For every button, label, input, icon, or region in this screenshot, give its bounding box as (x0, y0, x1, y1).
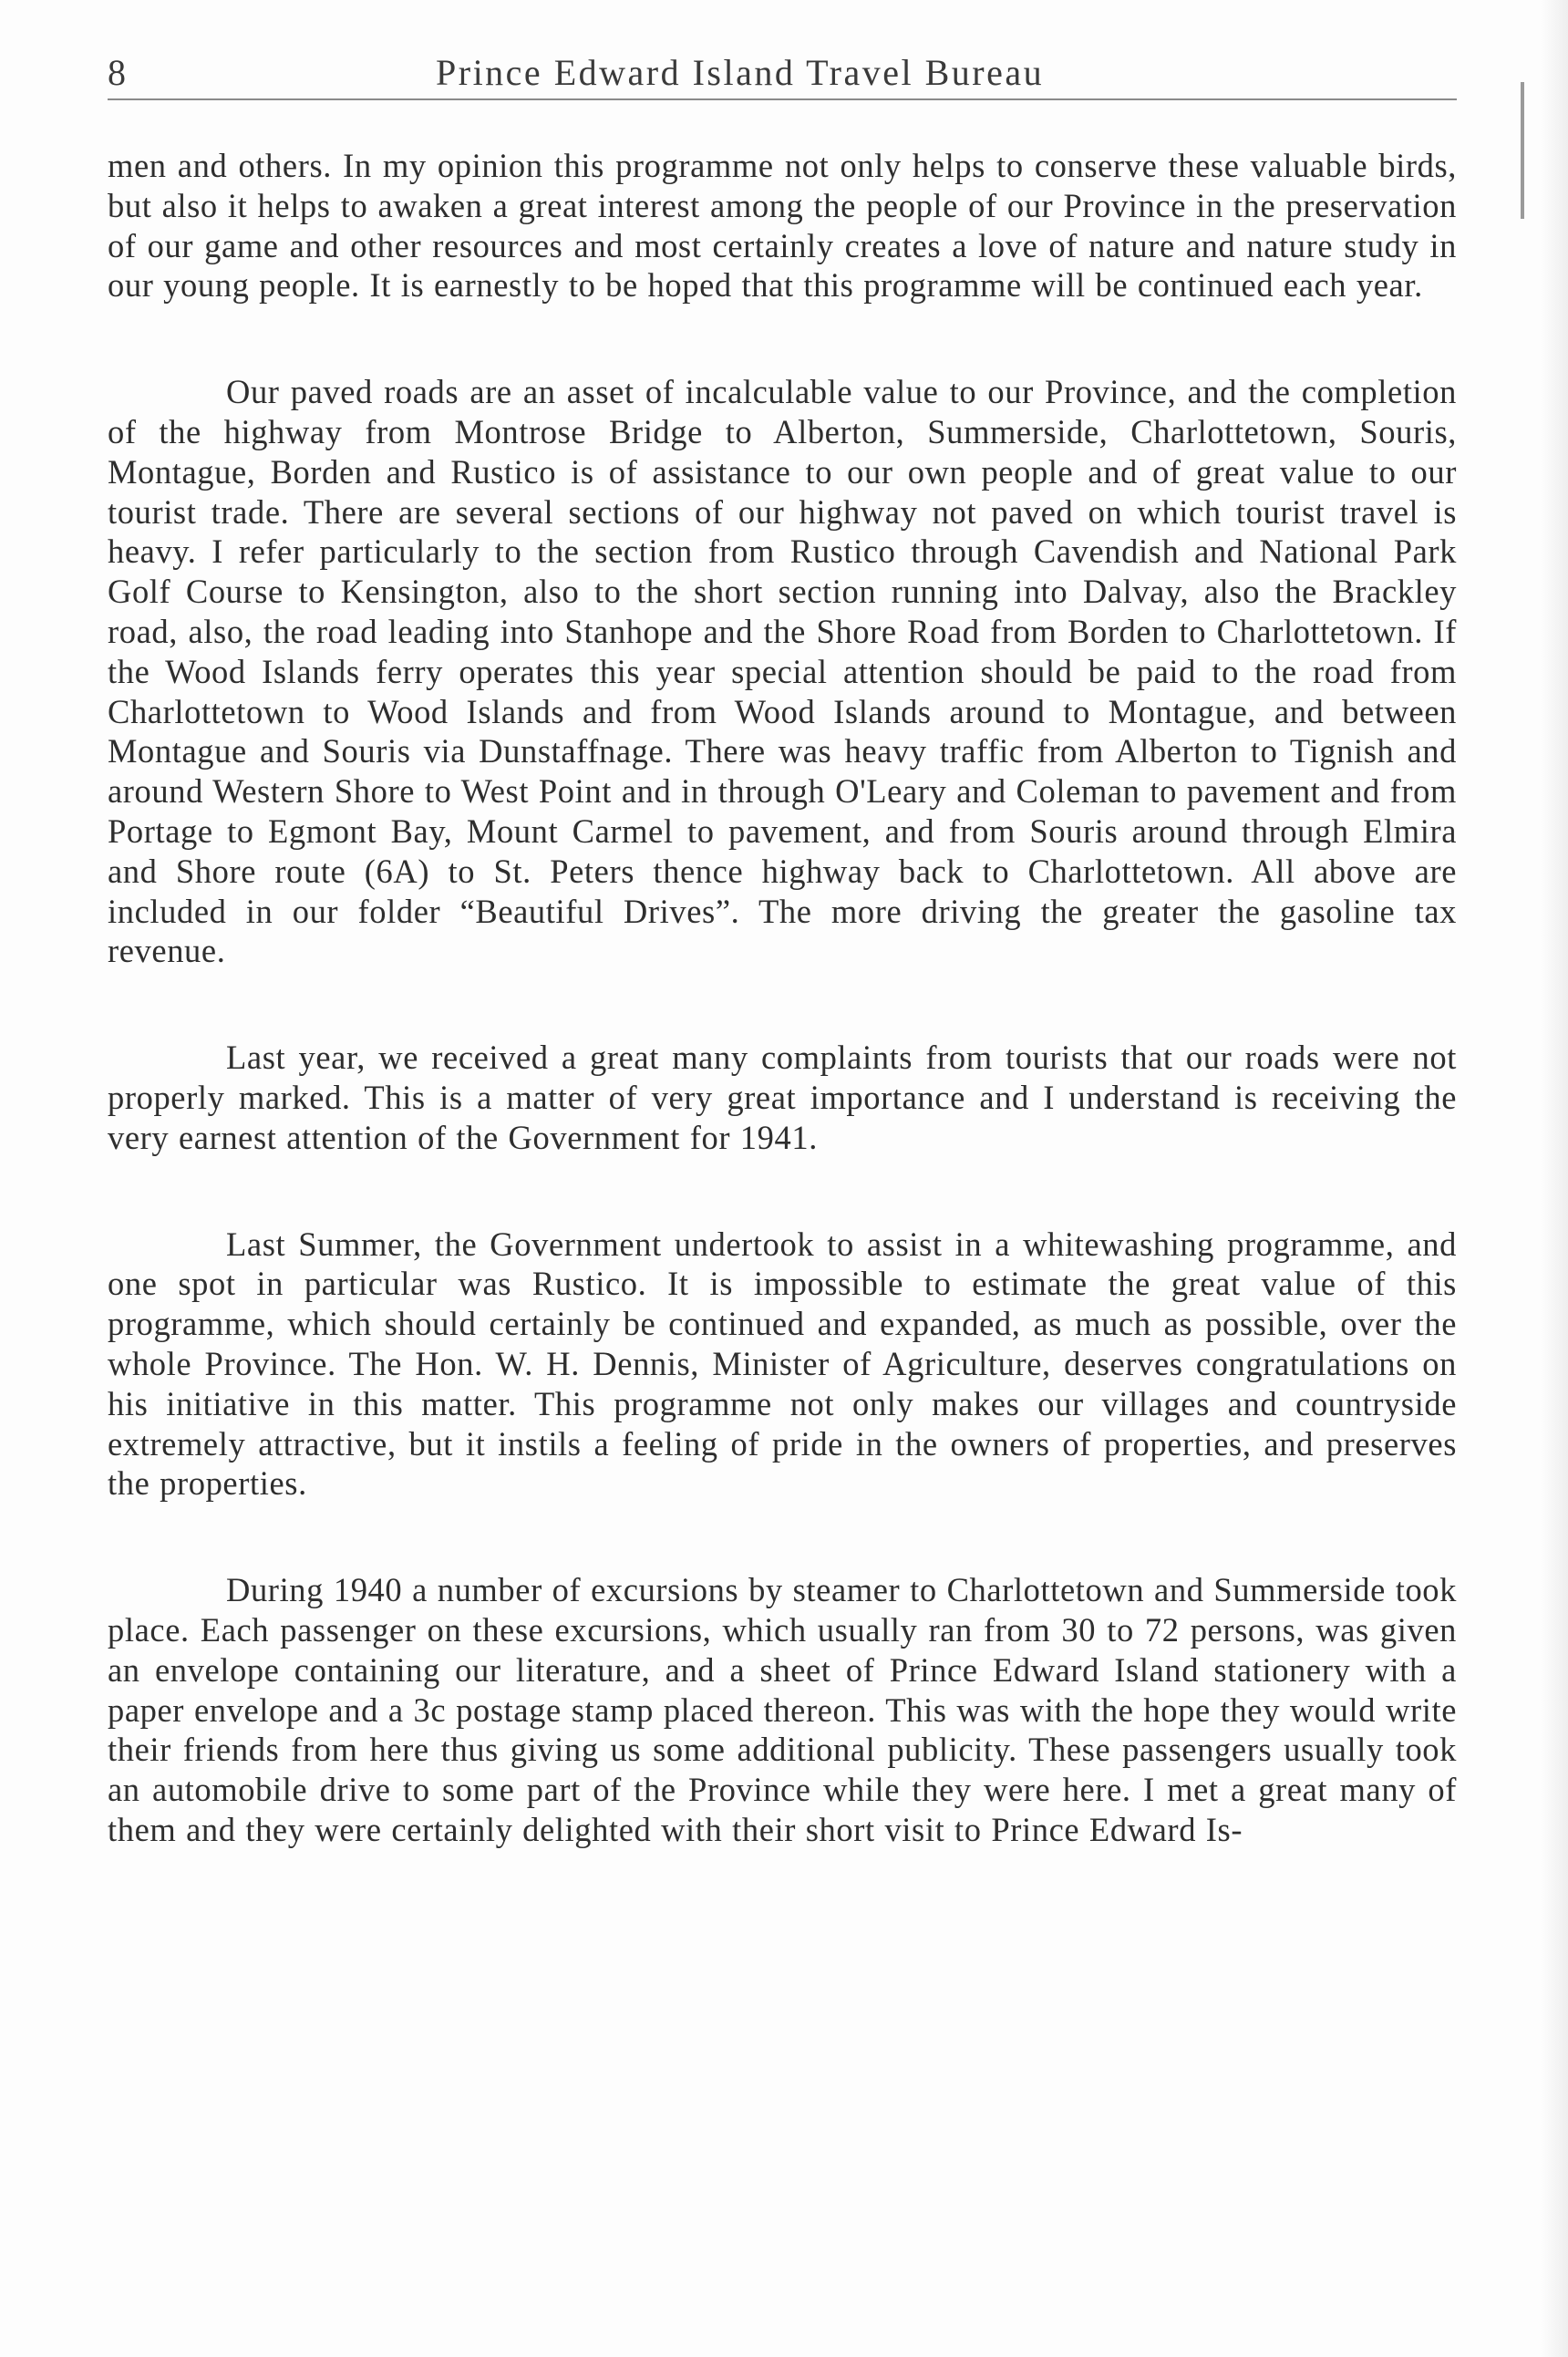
paragraph-road-markings: Last year, we received a great many complaints from tourists that our roads were not properly marked. This is a matter of very great importance and I understand is receiving the very earnest attention of the Government for 1941. (108, 1039, 1457, 1156)
paragraph-birds-programme: men and others. In my opinion this programme not only helps to conserve these valuable birds, but also it helps to awaken a great interest among the people of our Province in the preservation of our game and other resources and most certainly creates a love of nature and nature study in our young people. It is earnestly to be hoped that this programme will be continued each year. (108, 147, 1457, 305)
paragraph-excursions: During 1940 a number of excursions by steamer to Charlottetown and Summerside took place. Each passenger on these excursions, which usually ran from 30 to 72 persons, was given an envelope containing our literature, and a sheet of Prince Edward Island stationery with a paper envelope and a 3c postage stamp placed thereon. This was with the hope they would write their friends from here thus giving us some additional publicity. These passengers usually took an automobile drive to some part of the Province while they were here. I met a great many of them and they were certainly delighted with their short visit to Prince Edward Is- (108, 1571, 1457, 1848)
body-text (108, 146, 1457, 1850)
margin-mark (1521, 82, 1524, 219)
paragraph-paved-roads: Our paved roads are an asset of incalculable value to our Province, and the completion of the highway from Montrose Bridge to Alberton, Summerside, Charlottetown, Souris, Montague, Borden and Rustico is of assistance to our own people and of great value to our tourist trade. There are several sections of our highway not paved on which tourist travel is heavy. I refer particularly to the section from Rustico through Cavendish and National Park Golf Course to Kensington, also to the short section running into Dalvay, also the Brackley road, also, the road leading into Stanhope and the Shore Road from Borden to Charlottetown. If the Wood Islands ferry operates this year special attention should be paid to the road from Charlottetown to Wood Islands and from Wood Islands around to Montague, and between Montague and Souris via Dunstaffnage. There was heavy traffic from Alberton to Tignish and around Western Shore to West Point and in through O'Leary and Coleman to pavement and from Portage to Egmont Bay, Mount Carmel to pavement, and from Souris around through Elmira and Shore route (6A) to St. Peters thence highway back to Charlottetown. All above are included in our folder “Beautiful Drives”. The more driving the greater the gasoline tax revenue. (108, 373, 1457, 970)
header-rule (108, 98, 1457, 100)
running-head: Prince Edward Island Travel Bureau (436, 52, 1045, 93)
page-edge-shadow (1541, 0, 1568, 2357)
page-header (108, 46, 1457, 100)
page-number: 8 (108, 52, 127, 93)
paragraph-whitewashing: Last Summer, the Government undertook to assist in a whitewashing programme, and one spot in particular was Rustico. It is impossible to estimate the great value of this programme, which should certainly be continued and expanded, as much as possible, over the whole Province. The Hon. W. H. Dennis, Minister of Agriculture, deserves congratulations on his initiative in this matter. This programme not only makes our villages and countryside extremely attractive, but it instils a feeling of pride in the owners of properties, and preserves the properties. (108, 1225, 1457, 1503)
